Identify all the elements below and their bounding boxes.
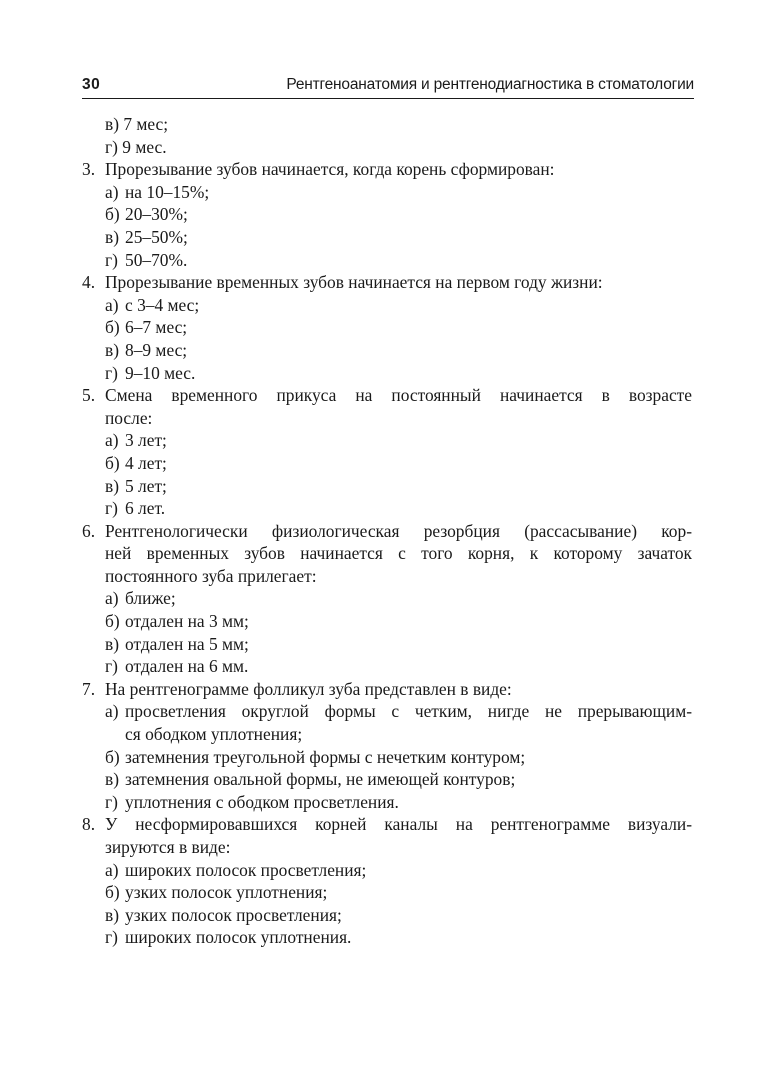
option-text <box>125 203 692 226</box>
option-line: затемнения овальной формы, не имеющей контуров; <box>125 769 516 790</box>
option-text <box>125 339 692 362</box>
question-line: после: <box>105 407 153 428</box>
option-label: б) <box>105 452 120 473</box>
question-number: 4. <box>82 272 96 293</box>
page-number: 30 <box>82 76 101 93</box>
question-line: Прорезывание временных зубов начинается на первом году жизни: <box>105 272 603 293</box>
question-item <box>82 384 692 520</box>
option-line: затемнения треугольной формы с нечетким контуром; <box>125 746 526 767</box>
option-line: ся ободком уплотнения; <box>125 724 303 745</box>
option-line: отдален на 6 мм. <box>125 656 249 677</box>
option-line: широких полосок уплотнения. <box>125 927 352 948</box>
question-item <box>82 678 692 814</box>
question-line: На рентгенограмме фолликул зуба представлен в виде: <box>105 678 512 699</box>
answer-option <box>105 452 692 475</box>
question-text <box>105 271 692 294</box>
question-line: зируются в виде: <box>105 837 231 857</box>
option-text <box>125 316 692 339</box>
answer-option <box>105 926 692 949</box>
answer-option <box>105 316 692 339</box>
question-text <box>105 158 692 181</box>
option-label: в) <box>105 475 120 496</box>
option-label: а) <box>105 430 119 451</box>
option-label: г) <box>105 927 118 948</box>
option-line: 5 лет; <box>125 475 167 496</box>
option-text <box>125 362 692 385</box>
answer-option <box>105 904 692 927</box>
option-line: ближе; <box>125 588 176 609</box>
option-label: в) <box>105 904 120 925</box>
option-line: с 3–4 мес; <box>125 294 200 315</box>
option-text <box>125 768 692 791</box>
answer-option <box>105 655 692 678</box>
option-text <box>125 226 692 249</box>
option-label: б) <box>105 204 120 225</box>
option-text <box>125 633 692 656</box>
option-text <box>125 700 692 745</box>
option-label: г) <box>105 656 118 677</box>
question-line: ней временных зубов начинается с того корня, к которому зачаток <box>105 543 692 564</box>
question-line: У несформировавшихся корней каналы на рентгенограмме визуали- <box>105 814 692 835</box>
option-line: 25–50%; <box>125 226 188 247</box>
question-item <box>82 813 692 949</box>
question-text <box>105 384 692 429</box>
option-label: а) <box>105 859 119 880</box>
question-line: Смена временного прикуса на постоянный начинается в возрасте <box>105 385 692 406</box>
question-line: постоянного зуба прилегает: <box>105 565 317 586</box>
option-text <box>125 610 692 633</box>
option-label: а) <box>105 181 119 202</box>
answer-option <box>105 136 692 159</box>
option-text <box>125 249 692 272</box>
option-text <box>125 475 692 498</box>
option-line: узких полосок уплотнения; <box>125 882 328 903</box>
answer-option <box>105 859 692 882</box>
answer-option <box>105 226 692 249</box>
option-line: 4 лет; <box>125 452 167 473</box>
question-text <box>105 813 692 858</box>
answer-option <box>105 362 692 385</box>
option-label: а) <box>105 701 119 722</box>
option-label: г) <box>105 249 118 270</box>
running-title: Рентгеноанатомия и рентгенодиагностика в стоматологии <box>286 76 694 93</box>
answer-option <box>105 700 692 745</box>
answer-option <box>105 181 692 204</box>
option-label: г) <box>105 362 118 383</box>
option-text: в) 7 мес; <box>105 114 169 134</box>
option-label: б) <box>105 317 120 338</box>
option-line: 6 лет. <box>125 498 166 519</box>
option-line: 3 лет; <box>125 430 167 451</box>
option-text <box>125 746 692 769</box>
option-line: широких полосок просветления; <box>125 859 367 880</box>
question-number: 5. <box>82 385 96 406</box>
option-line: 8–9 мес; <box>125 339 188 360</box>
question-text <box>105 678 692 701</box>
option-line: 9–10 мес. <box>125 362 196 383</box>
answer-option <box>105 339 692 362</box>
option-line: отдален на 3 мм; <box>125 611 249 632</box>
option-label: б) <box>105 611 120 632</box>
question-line: Рентгенологически физиологическая резорбция (рассасывание) кор- <box>105 520 692 541</box>
option-line: узких полосок просветления; <box>125 904 342 925</box>
option-label: а) <box>105 294 119 315</box>
option-label: г) <box>105 498 118 519</box>
option-text <box>125 181 692 204</box>
answer-option <box>105 113 692 136</box>
option-label: г) <box>105 791 118 812</box>
option-label: а) <box>105 588 119 609</box>
option-text <box>125 587 692 610</box>
answer-option <box>105 294 692 317</box>
answer-option <box>105 203 692 226</box>
option-label: в) <box>105 769 120 790</box>
option-text <box>125 859 692 882</box>
option-text <box>125 452 692 475</box>
option-line: 6–7 мес; <box>125 317 188 338</box>
option-text <box>125 497 692 520</box>
question-item <box>82 271 692 384</box>
question-number: 8. <box>82 814 96 835</box>
option-text <box>125 429 692 452</box>
question-item <box>82 158 692 271</box>
option-label: в) <box>105 226 120 247</box>
option-line: отдален на 5 мм; <box>125 633 249 654</box>
option-line: 50–70%. <box>125 249 188 270</box>
option-text <box>125 881 692 904</box>
test-questions <box>82 113 692 949</box>
question-text <box>105 520 692 588</box>
option-text: г) 9 мес. <box>105 136 167 157</box>
option-line: просветления округлой формы с четким, нигде не прерывающим- <box>125 701 692 722</box>
answer-option <box>105 881 692 904</box>
option-text <box>125 655 692 678</box>
answer-option <box>105 587 692 610</box>
option-line: 20–30%; <box>125 204 188 225</box>
answer-option <box>105 497 692 520</box>
answer-option <box>105 768 692 791</box>
option-text <box>125 791 692 814</box>
option-line: уплотнения с ободком просветления. <box>125 791 399 812</box>
option-line: на 10–15%; <box>125 181 210 202</box>
option-label: б) <box>105 746 120 767</box>
answer-option <box>105 633 692 656</box>
running-header <box>82 72 694 99</box>
answer-option <box>105 429 692 452</box>
option-label: в) <box>105 339 120 360</box>
option-label: в) <box>105 633 120 654</box>
question-number: 7. <box>82 678 96 699</box>
question-line: Прорезывание зубов начинается, когда корень сформирован: <box>105 159 555 180</box>
answer-option <box>105 746 692 769</box>
question-item <box>82 520 692 678</box>
option-text <box>125 926 692 949</box>
answer-option <box>105 791 692 814</box>
question-number: 3. <box>82 159 96 180</box>
option-text <box>125 294 692 317</box>
option-label: б) <box>105 882 120 903</box>
answer-option <box>105 475 692 498</box>
answer-option <box>105 249 692 272</box>
option-text <box>125 904 692 927</box>
question-number: 6. <box>82 520 96 541</box>
answer-option <box>105 610 692 633</box>
